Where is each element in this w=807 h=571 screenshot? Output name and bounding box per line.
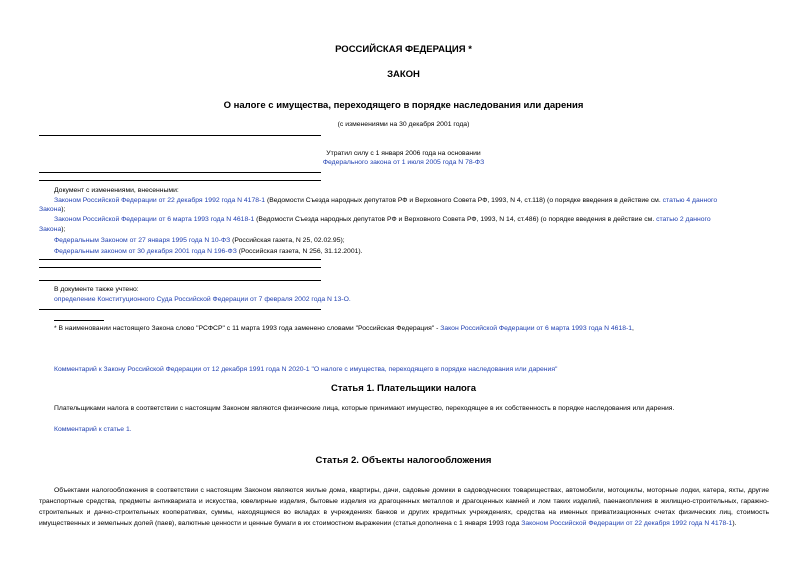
divider — [39, 280, 321, 281]
change-note: (Российская газета, N 25, 02.02.95); — [230, 237, 345, 244]
divider — [39, 309, 321, 310]
change-item-cont — [39, 225, 65, 234]
change-law-link[interactable]: Федеральным законом от 30 декабря 2001 года N 196-ФЗ — [54, 248, 237, 255]
change-item — [54, 215, 711, 224]
article-ref-link-cont[interactable]: Закона — [39, 226, 62, 233]
change-note: (Российская газета, N 256, 31.12.2001). — [236, 248, 363, 255]
change-law-link[interactable]: Законом Российской Федерации от 6 марта 1993 года N 4618-1 — [54, 216, 255, 223]
amended-note: (с изменениями на 30 декабря 2001 года) — [337, 121, 470, 128]
footnote-law-link[interactable]: Закон Российской Федерации от 6 марта 1993 года N 4618-1 — [440, 325, 633, 332]
article-ref-link[interactable]: статью 2 данного — [656, 216, 711, 223]
divider — [39, 180, 321, 181]
change-item — [54, 236, 345, 245]
change-note: (Ведомости Съезда народных депутатов РФ и Верховного Совета РФ, 1993, N 14, ст.486) (о порядке введения в действие см. — [254, 216, 657, 223]
divider — [39, 172, 321, 173]
law-commentary-link[interactable]: Комментарий к Закону Российской Федерации от 12 декабря 1991 года N 2020-1 "О налоге с имущества, переходящего в порядке наследования или дарения" — [54, 366, 558, 373]
also-heading: В документе также учтено: — [54, 286, 139, 293]
change-tail: ); — [61, 226, 66, 233]
changes-heading: Документ с изменениями, внесенными: — [54, 187, 179, 194]
footnote-text: * В наименовании настоящего Закона слово "РСФСР" с 11 марта 1993 года заменено словами "Российская Федерация" - — [54, 325, 441, 332]
article2-body: Объектами налогообложения в соответствии с настоящим Законом являются жилые дома, квартиры, дачи, садовые домики в садоводческих товариществах, автомобили, мотоциклы, моторные лодки, катера, яхты, другие транспортные средства, предметы антиквариата и искусства, ювелирные изделия, бытовые изделия из драгоценных металлов и драгоценных камней и лом таких изделий, паенакопления в жилищно-строительных, гаражно-строительных и дачно-строительных кооперативах, суммы, находящиеся во вкладах в учреждениях банков и других кредитных учреждениях, средства на именных приватизационных счетах физических лиц, стоимость имущественных и земельных долей (паев), валютные ценности и ценные бумаги в их стоимостном выражении (статья дополнена с 1 января 1993 года — [39, 487, 769, 527]
divider — [39, 259, 321, 260]
article1-comment-link[interactable]: Комментарий к статье 1. — [54, 426, 132, 433]
change-law-link[interactable]: Законом Российской Федерации от 22 декабря 1992 года N 4178-1 — [54, 197, 266, 204]
footnote-tail: , — [632, 325, 634, 332]
article-ref-link-cont[interactable]: Закона — [39, 206, 62, 213]
article2-tail: ). — [732, 520, 737, 527]
divider — [39, 135, 321, 136]
court-ruling-link[interactable]: определение Конституционного Суда Российской Федерации от 7 февраля 2002 года N 13-О. — [54, 296, 351, 303]
change-tail: ); — [61, 206, 66, 213]
law-title: О налоге с имущества, переходящего в порядке наследования или дарения — [223, 100, 584, 111]
change-item — [54, 247, 363, 256]
change-law-link[interactable]: Федеральным Законом от 27 января 1995 года N 10-ФЗ — [54, 237, 231, 244]
article1-heading: Статья 1. Плательщики налога — [330, 383, 477, 394]
article-ref-link[interactable]: статью 4 данного — [662, 197, 718, 204]
country-heading: РОССИЙСКАЯ ФЕДЕРАЦИЯ * — [335, 44, 472, 55]
article1-text: Плательщиками налога в соответствии с настоящим Законом являются физические лица, которые принимают имущество, переходящее в их собственность в порядке наследования или дарения. — [54, 405, 675, 412]
footnote-separator — [54, 320, 104, 321]
expired-law-link[interactable]: Федерального закона от 1 июля 2005 года N 78-ФЗ — [322, 159, 485, 166]
change-note: (Ведомости Съезда народных депутатов РФ и Верховного Совета РФ, 1993, N 4, ст.118) (о порядке введения в действие см. — [265, 197, 663, 204]
article2-heading: Статья 2. Объекты налогообложения — [315, 455, 492, 466]
doc-type-heading: ЗАКОН — [387, 69, 420, 80]
expired-text: Утратил силу с 1 января 2006 года на основании — [326, 150, 481, 157]
article2-law-link[interactable]: Законом Российской Федерации от 22 декабря 1992 года N 4178-1 — [521, 520, 733, 527]
change-item — [54, 196, 717, 205]
footnote — [54, 324, 634, 333]
divider — [39, 267, 321, 268]
article2-text — [39, 485, 769, 529]
change-item-cont — [39, 205, 65, 214]
